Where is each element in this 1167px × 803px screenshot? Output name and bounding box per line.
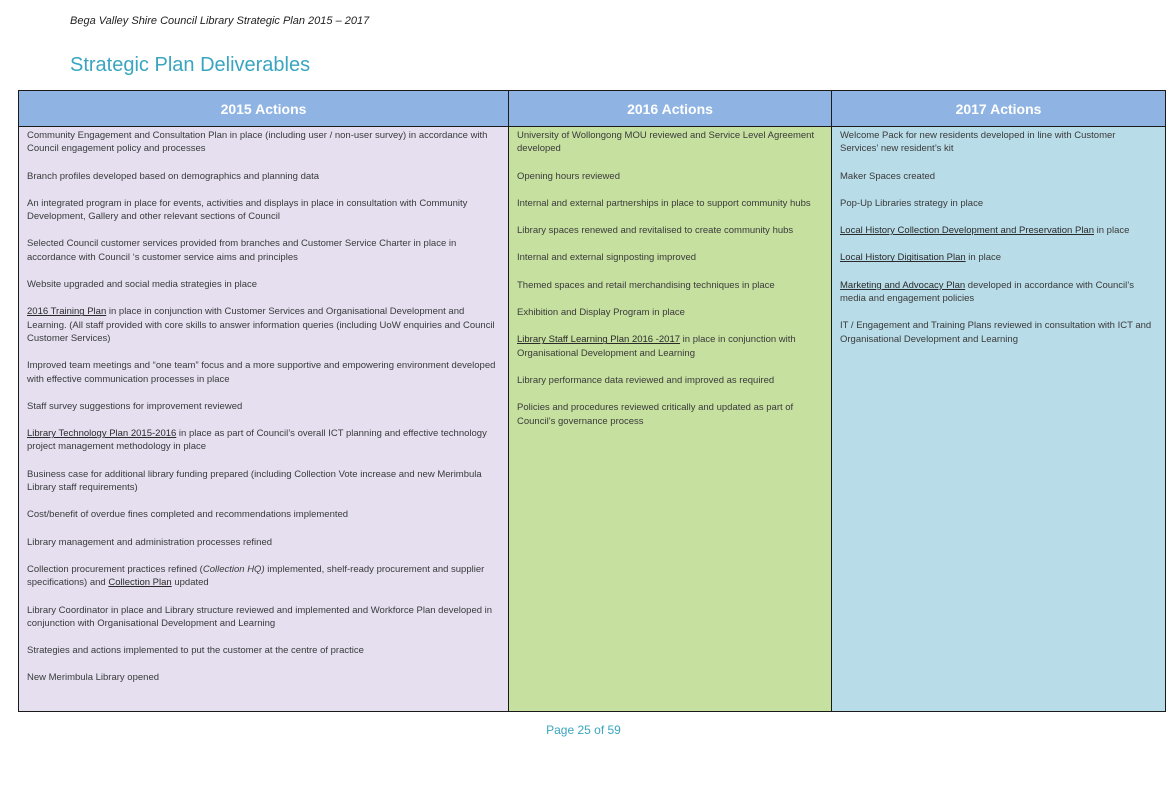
action-item: Internal and external signposting improved <box>517 252 697 264</box>
action-item: Branch profiles developed based on demographics and planning data <box>27 170 320 182</box>
action-text: in place <box>965 252 1002 264</box>
action-item: Themed spaces and retail merchandising techniques in place <box>517 279 775 291</box>
cell-2015-actions <box>19 127 509 712</box>
plan-link[interactable]: Library Staff Learning Plan 2016 -2017 <box>517 334 681 346</box>
action-item: Website upgraded and social media strategies in place <box>27 279 258 291</box>
action-text: in place in conjunction with Organisational Development and Learning <box>517 334 796 359</box>
action-text: in place as part of Council’s overall ICT planning and effective technology project management methodology in place <box>27 428 487 453</box>
action-italic-text: Collection HQ) <box>202 563 265 575</box>
plan-link[interactable]: 2016 Training Plan <box>27 306 107 318</box>
action-text: updated <box>171 577 209 589</box>
action-item <box>27 563 499 590</box>
action-text: in place in conjunction with Customer Services and Organisational Development and Learning. (All staff provided with core skills to answer information queries (including UoW enquiries and Council Customer Services) <box>27 306 495 344</box>
header-2017-actions: 2017 Actions <box>832 91 1166 127</box>
section-title: Strategic Plan Deliverables <box>70 54 311 76</box>
action-item: Pop-Up Libraries strategy in place <box>840 197 984 209</box>
action-item: New Merimbula Library opened <box>27 672 160 684</box>
action-item <box>27 305 499 345</box>
plan-link[interactable]: Local History Collection Development and Preservation Plan <box>840 225 1094 237</box>
plan-link[interactable]: Library Technology Plan 2015-2016 <box>27 428 177 440</box>
cell-2016-actions <box>509 127 832 712</box>
action-item: Maker Spaces created <box>840 170 936 182</box>
plan-link[interactable]: Local History Digitisation Plan <box>840 252 966 264</box>
action-item: Staff survey suggestions for improvement reviewed <box>27 400 243 412</box>
action-item: Opening hours reviewed <box>517 170 620 182</box>
running-header: Bega Valley Shire Council Library Strategic Plan 2015 – 2017 <box>70 15 370 27</box>
action-text: in place <box>1094 225 1130 237</box>
action-item: Business case for additional library funding prepared (including Collection Vote increase and new Merimbula Library staff requirements) <box>27 468 482 494</box>
action-item: Strategies and actions implemented to put the customer at the centre of practice <box>27 645 364 657</box>
action-item: Policies and procedures reviewed critically and updated as part of Council’s governance process <box>517 402 794 427</box>
action-text: implemented, shelf-ready procurement and supplier specifications) and <box>27 563 485 589</box>
page-number: Page 25 of 59 <box>546 723 621 737</box>
action-item: Exhibition and Display Program in place <box>517 307 685 319</box>
action-item: Welcome Pack for new residents developed in line with Customer Services’ new resident’s kit <box>840 130 1116 155</box>
action-item: Library Coordinator in place and Library structure reviewed and implemented and Workforce Plan developed in conjunction with Organisational Development and Learning <box>27 604 493 629</box>
action-item: Community Engagement and Consultation Plan in place (including user / non-user survey) in accordance with Council engagement policy and processes <box>27 130 488 155</box>
action-item: Library spaces renewed and revitalised to create community hubs <box>517 225 794 237</box>
action-item: Library management and administration processes refined <box>27 536 273 548</box>
deliverables-table <box>18 90 1166 712</box>
header-2016-actions: 2016 Actions <box>509 91 832 127</box>
table-row <box>19 127 1166 712</box>
action-item: University of Wollongong MOU reviewed and Service Level Agreement developed <box>517 130 815 155</box>
action-item: Cost/benefit of overdue fines completed and recommendations implemented <box>27 509 349 521</box>
action-item <box>840 224 1156 237</box>
action-item: Improved team meetings and “one team” focus and a more supportive and empowering environment developed with effective communication processes in place <box>27 360 496 385</box>
action-item <box>840 279 1156 306</box>
action-item: Selected Council customer services provided from branches and Customer Service Charter in place in accordance with Council ‘s customer service aims and principles <box>27 238 457 263</box>
action-text: developed in accordance with Council’s media and engagement policies <box>840 279 1134 305</box>
cell-2017-actions <box>832 127 1166 712</box>
action-item: IT / Engagement and Training Plans reviewed in consultation with ICT and Organisational Development and Learning <box>840 320 1152 345</box>
header-2015-actions: 2015 Actions <box>19 91 509 127</box>
action-item <box>517 333 822 360</box>
action-item: Library performance data reviewed and improved as required <box>517 374 775 386</box>
plan-link[interactable]: Marketing and Advocacy Plan <box>840 279 966 291</box>
action-item <box>27 427 499 454</box>
action-item: An integrated program in place for events, activities and displays in place in consultation with Community Development, Gallery and other relevant sections of Council <box>27 197 468 223</box>
action-text: Collection procurement practices refined ( <box>27 563 203 575</box>
action-item: Internal and external partnerships in place to support community hubs <box>517 197 811 209</box>
action-item <box>840 251 1156 264</box>
plan-link[interactable]: Collection Plan <box>108 577 172 589</box>
table-header-row <box>19 91 1166 127</box>
